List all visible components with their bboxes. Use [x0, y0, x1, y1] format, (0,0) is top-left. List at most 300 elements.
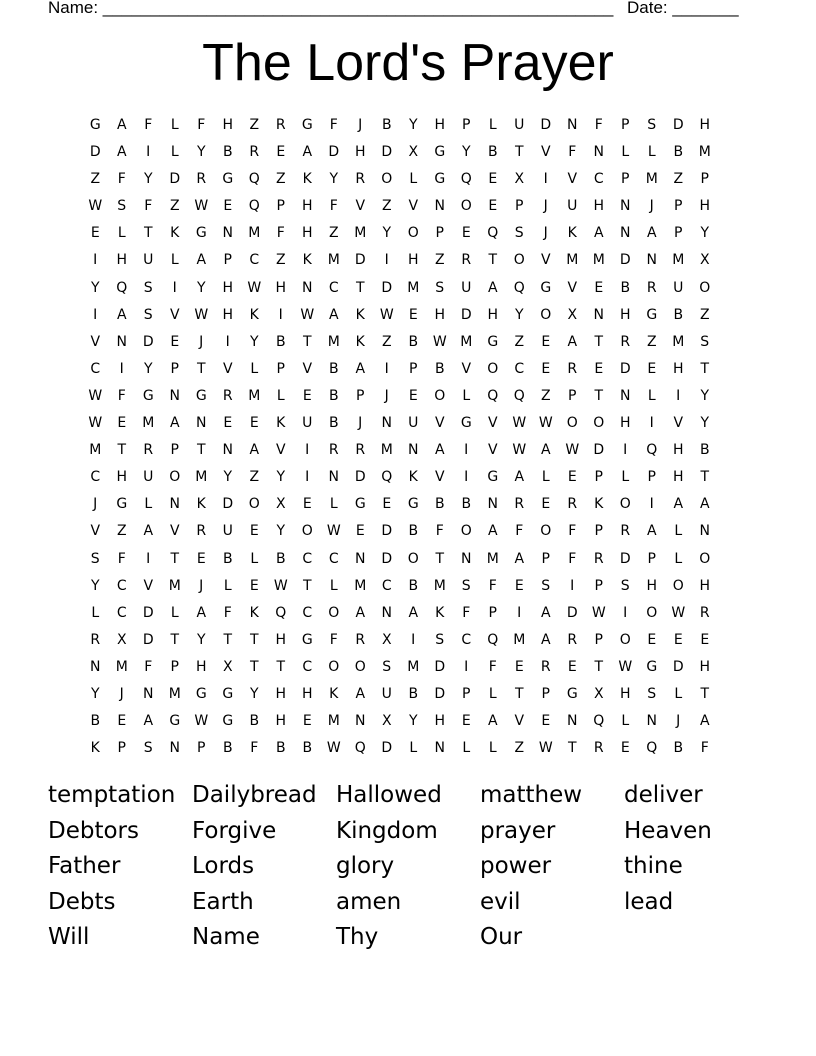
grid-letter: Y: [223, 469, 233, 486]
grid-letter: Q: [248, 198, 260, 215]
grid-letter: R: [620, 523, 631, 540]
grid-letter: A: [514, 550, 525, 567]
grid-letter: E: [302, 496, 312, 513]
grid-letter: I: [172, 279, 177, 296]
grid-letter: G: [301, 631, 313, 648]
grid-letter: V: [434, 415, 445, 432]
grid-letter: F: [488, 658, 497, 675]
grid-letter: E: [567, 658, 577, 675]
grid-letter: D: [381, 523, 393, 540]
grid-letter: F: [329, 117, 338, 133]
grid-letter: J: [93, 496, 98, 513]
grid-letter: T: [249, 631, 259, 648]
grid-letter: A: [328, 306, 339, 323]
grid-letter: E: [408, 387, 418, 404]
grid-letter: E: [594, 360, 604, 377]
grid-letter: K: [276, 415, 286, 432]
grid-letter: D: [89, 144, 101, 161]
grid-letter: P: [647, 550, 656, 567]
grid-letter: R: [646, 279, 657, 296]
grid-row: [82, 627, 718, 654]
grid-letter: G: [195, 387, 207, 404]
grid-letter: C: [328, 550, 339, 567]
grid-letter: H: [301, 198, 313, 215]
grid-letter: M: [486, 550, 499, 567]
grid-letter: W: [512, 415, 527, 432]
grid-letter: M: [168, 577, 181, 594]
grid-letter: Z: [249, 117, 260, 133]
grid-letter: U: [461, 279, 472, 296]
grid-letter: H: [407, 252, 419, 269]
grid-row: [82, 600, 718, 627]
grid-letter: K: [302, 252, 312, 269]
grid-letter: Y: [249, 685, 259, 702]
grid-letter: O: [169, 469, 181, 486]
grid-letter: J: [119, 685, 124, 702]
grid-letter: H: [275, 713, 287, 730]
grid-letter: J: [543, 198, 548, 215]
grid-letter: U: [222, 523, 233, 540]
grid-letter: M: [433, 577, 446, 594]
grid-letter: N: [434, 198, 445, 215]
grid-letter: Y: [276, 523, 286, 540]
word-list-item: glory: [336, 853, 395, 880]
grid-letter: A: [646, 523, 657, 540]
grid-letter: A: [699, 496, 710, 513]
grid-letter: F: [488, 577, 497, 594]
grid-letter: M: [672, 252, 685, 269]
grid-letter: W: [194, 198, 209, 215]
grid-letter: N: [381, 415, 392, 432]
grid-letter: Q: [248, 171, 260, 188]
grid-letter: A: [540, 442, 551, 459]
grid-letter: L: [488, 685, 497, 702]
grid-letter: M: [380, 442, 393, 459]
grid-letter: T: [700, 685, 710, 702]
grid-letter: N: [143, 685, 154, 702]
grid-letter: Y: [408, 117, 418, 133]
grid-letter: O: [434, 387, 446, 404]
grid-letter: V: [567, 279, 578, 296]
grid-letter: W: [512, 442, 527, 459]
grid-letter: L: [462, 387, 471, 404]
word-list-item: matthew: [480, 782, 583, 808]
grid-letter: H: [301, 225, 313, 242]
grid-letter: T: [196, 442, 206, 459]
grid-row: [82, 491, 718, 518]
grid-letter: I: [570, 577, 575, 594]
grid-letter: V: [434, 469, 445, 486]
grid-letter: T: [170, 631, 180, 648]
grid-letter: Z: [514, 333, 525, 350]
grid-letter: R: [196, 171, 207, 188]
grid-letter: E: [567, 469, 577, 486]
word-list-item: Earth: [192, 888, 254, 915]
grid-letter: N: [169, 740, 180, 757]
grid-letter: S: [514, 225, 524, 242]
grid-letter: J: [384, 387, 389, 404]
grid-letter: F: [329, 198, 338, 215]
grid-letter: I: [676, 387, 681, 404]
grid-letter: R: [567, 360, 578, 377]
grid-letter: C: [90, 360, 101, 377]
grid-letter: O: [593, 415, 605, 432]
grid-letter: B: [249, 713, 260, 730]
grid-letter: Q: [487, 631, 499, 648]
grid-letter: N: [222, 225, 233, 242]
grid-letter: F: [117, 387, 126, 404]
grid-letter: Y: [196, 144, 206, 161]
grid-letter: W: [326, 740, 341, 757]
grid-letter: I: [305, 469, 310, 486]
grid-letter: E: [461, 225, 471, 242]
grid-letter: S: [435, 631, 445, 648]
grid-letter: R: [567, 496, 578, 513]
grid-letter: C: [302, 604, 313, 621]
grid-letter: P: [170, 360, 179, 377]
grid-letter: Q: [487, 225, 499, 242]
grid-letter: M: [248, 387, 261, 404]
grid-letter: R: [699, 604, 710, 621]
grid-letter: I: [623, 442, 628, 459]
grid-letter: R: [355, 442, 366, 459]
grid-letter: M: [672, 333, 685, 350]
grid-letter: G: [142, 387, 154, 404]
grid-letter: W: [565, 442, 580, 459]
grid-letter: S: [700, 333, 710, 350]
grid-letter: D: [672, 658, 684, 675]
grid-letter: W: [273, 577, 288, 594]
grid-letter: S: [382, 658, 392, 675]
grid-letter: R: [196, 523, 207, 540]
grid-letter: S: [143, 279, 153, 296]
grid-letter: D: [672, 117, 684, 133]
grid-letter: X: [222, 658, 233, 675]
grid-letter: X: [593, 685, 604, 702]
grid-letter: X: [381, 631, 392, 648]
grid-letter: X: [567, 306, 578, 323]
grid-letter: H: [301, 685, 313, 702]
grid-letter: N: [487, 496, 498, 513]
grid-letter: L: [144, 496, 153, 513]
grid-letter: K: [355, 306, 365, 323]
grid-letter: T: [143, 225, 153, 242]
grid-letter: K: [594, 496, 604, 513]
word-list-item: Our: [480, 924, 523, 951]
grid-letter: R: [328, 442, 339, 459]
grid-letter: P: [409, 360, 418, 377]
grid-row: [82, 112, 718, 139]
grid-letter: O: [354, 658, 366, 675]
grid-letter: M: [513, 631, 526, 648]
grid-letter: B: [275, 740, 286, 757]
grid-row: [82, 681, 718, 708]
grid-letter: V: [143, 577, 154, 594]
word-list-item: thine: [624, 853, 683, 880]
grid-letter: A: [593, 225, 604, 242]
grid-letter: G: [487, 469, 499, 486]
grid-letter: Y: [408, 713, 418, 730]
grid-letter: I: [623, 604, 628, 621]
grid-letter: Z: [90, 171, 101, 188]
grid-letter: H: [699, 577, 711, 594]
grid-letter: T: [249, 658, 259, 675]
grid-letter: Z: [275, 171, 286, 188]
grid-letter: M: [142, 415, 155, 432]
grid-letter: Z: [646, 333, 657, 350]
grid-letter: B: [381, 117, 392, 133]
grid-letter: T: [514, 685, 524, 702]
grid-letter: O: [407, 550, 419, 567]
grid-letter: T: [700, 360, 710, 377]
grid-letter: X: [514, 171, 525, 188]
grid-letter: B: [461, 496, 472, 513]
grid-letter: T: [355, 279, 365, 296]
grid-letter: E: [647, 360, 657, 377]
grid-letter: X: [116, 631, 127, 648]
grid-letter: U: [143, 252, 154, 269]
grid-letter: B: [673, 144, 684, 161]
grid-letter: B: [222, 740, 233, 757]
grid-letter: N: [434, 740, 445, 757]
grid-letter: Z: [328, 225, 339, 242]
grid-letter: E: [488, 198, 498, 215]
grid-letter: Q: [460, 171, 472, 188]
grid-letter: T: [223, 631, 233, 648]
grid-row: [82, 735, 718, 762]
grid-letter: E: [673, 631, 683, 648]
grid-letter: B: [673, 306, 684, 323]
grid-letter: I: [384, 360, 389, 377]
grid-letter: A: [143, 523, 154, 540]
grid-letter: L: [621, 469, 630, 486]
grid-letter: P: [700, 171, 709, 188]
grid-letter: D: [142, 604, 154, 621]
grid-letter: B: [408, 577, 419, 594]
grid-letter: R: [275, 117, 286, 133]
grid-letter: F: [435, 523, 444, 540]
grid-letter: P: [462, 685, 471, 702]
grid-letter: F: [462, 604, 471, 621]
grid-letter: D: [354, 252, 366, 269]
grid-row: [82, 356, 718, 383]
grid-letter: M: [89, 442, 102, 459]
grid-letter: H: [434, 117, 446, 133]
grid-letter: H: [434, 713, 446, 730]
grid-letter: F: [568, 550, 577, 567]
grid-letter: A: [143, 713, 154, 730]
grid-letter: N: [646, 713, 657, 730]
grid-letter: Y: [329, 171, 339, 188]
grid-letter: A: [673, 496, 684, 513]
word-list-item: Hallowed: [336, 782, 442, 808]
grid-letter: M: [566, 252, 579, 269]
grid-letter: E: [541, 333, 551, 350]
grid-letter: C: [116, 604, 127, 621]
grid-letter: V: [408, 198, 419, 215]
grid-letter: H: [699, 658, 711, 675]
grid-letter: Y: [700, 387, 710, 404]
grid-letter: E: [541, 713, 551, 730]
grid-letter: E: [408, 306, 418, 323]
grid-letter: H: [222, 117, 234, 133]
grid-letter: E: [249, 415, 259, 432]
grid-row: [82, 275, 718, 302]
grid-letter: C: [381, 577, 392, 594]
grid-row: [82, 383, 718, 410]
grid-letter: L: [329, 577, 338, 594]
grid-letter: N: [567, 713, 578, 730]
grid-letter: Z: [673, 171, 684, 188]
grid-letter: D: [566, 604, 578, 621]
grid-letter: Z: [540, 387, 551, 404]
grid-letter: H: [672, 360, 684, 377]
word-list-item: lead: [624, 888, 674, 915]
grid-row: [82, 166, 718, 193]
grid-letter: P: [621, 117, 630, 133]
grid-letter: L: [170, 604, 179, 621]
word-list-item: Dailybread: [192, 782, 317, 808]
grid-letter: D: [142, 631, 154, 648]
grid-letter: W: [538, 415, 553, 432]
grid-letter: V: [540, 144, 551, 161]
grid-letter: E: [117, 415, 127, 432]
grid-letter: H: [275, 279, 287, 296]
grid-letter: S: [541, 577, 551, 594]
grid-row: [82, 220, 718, 247]
grid-letter: Y: [143, 171, 153, 188]
grid-letter: K: [170, 225, 180, 242]
grid-letter: F: [144, 658, 153, 675]
grid-letter: P: [117, 740, 126, 757]
grid-letter: V: [487, 415, 498, 432]
page-title: The Lord's Prayer: [202, 34, 614, 92]
grid-letter: C: [461, 631, 472, 648]
grid-letter: N: [381, 604, 392, 621]
grid-letter: P: [541, 685, 550, 702]
grid-letter: U: [143, 469, 154, 486]
grid-letter: M: [645, 171, 658, 188]
grid-letter: K: [90, 740, 100, 757]
grid-letter: Q: [646, 442, 658, 459]
grid-letter: Z: [249, 469, 260, 486]
grid-letter: C: [302, 658, 313, 675]
grid-letter: H: [195, 658, 207, 675]
grid-letter: I: [93, 306, 98, 323]
grid-letter: V: [169, 523, 180, 540]
grid-letter: A: [646, 225, 657, 242]
grid-letter: Q: [593, 713, 605, 730]
grid-letter: N: [646, 252, 657, 269]
grid-letter: S: [90, 550, 100, 567]
grid-letter: Q: [381, 469, 393, 486]
grid-letter: H: [116, 252, 128, 269]
grid-letter: E: [514, 577, 524, 594]
grid-letter: O: [460, 198, 472, 215]
grid-letter: O: [301, 523, 313, 540]
grid-letter: M: [327, 713, 340, 730]
grid-letter: H: [593, 198, 605, 215]
grid-letter: Z: [275, 252, 286, 269]
grid-letter: R: [540, 658, 551, 675]
grid-letter: C: [328, 279, 339, 296]
grid-letter: Q: [513, 387, 525, 404]
grid-letter: K: [249, 306, 259, 323]
grid-letter: O: [381, 171, 393, 188]
word-list-item: Forgive: [192, 817, 277, 844]
grid-letter: B: [434, 496, 445, 513]
grid-letter: O: [248, 496, 260, 513]
grid-letter: I: [278, 306, 283, 323]
grid-letter: E: [594, 279, 604, 296]
grid-letter: Y: [700, 415, 710, 432]
grid-letter: F: [250, 740, 259, 757]
grid-letter: H: [275, 685, 287, 702]
grid-letter: E: [90, 225, 100, 242]
grid-letter: H: [116, 469, 128, 486]
grid-letter: R: [593, 740, 604, 757]
grid-letter: H: [275, 631, 287, 648]
grid-letter: N: [355, 550, 366, 567]
grid-letter: F: [117, 550, 126, 567]
grid-letter: A: [487, 279, 498, 296]
grid-letter: P: [276, 360, 285, 377]
grid-letter: Q: [275, 604, 287, 621]
grid-letter: O: [407, 225, 419, 242]
grid-letter: A: [196, 252, 207, 269]
grid-letter: A: [169, 415, 180, 432]
grid-letter: T: [276, 658, 286, 675]
grid-letter: F: [144, 198, 153, 215]
grid-letter: F: [144, 117, 153, 133]
grid-letter: E: [488, 171, 498, 188]
grid-letter: B: [699, 442, 710, 459]
grid-letter: Y: [461, 144, 471, 161]
grid-letter: R: [143, 442, 154, 459]
grid-letter: Y: [143, 360, 153, 377]
grid-letter: V: [567, 171, 578, 188]
grid-letter: V: [673, 415, 684, 432]
grid-letter: Z: [434, 252, 445, 269]
grid-row: [82, 247, 718, 274]
grid-letter: D: [593, 442, 605, 459]
grid-letter: P: [541, 550, 550, 567]
grid-letter: H: [434, 306, 446, 323]
grid-letter: J: [199, 577, 204, 594]
grid-letter: S: [143, 740, 153, 757]
grid-letter: H: [699, 198, 711, 215]
grid-letter: K: [302, 171, 312, 188]
grid-letter: W: [591, 604, 606, 621]
grid-letter: P: [170, 658, 179, 675]
grid-letter: N: [355, 713, 366, 730]
grid-letter: P: [594, 523, 603, 540]
grid-row: [82, 193, 718, 220]
grid-letter: A: [408, 604, 419, 621]
grid-row: [82, 573, 718, 600]
word-search-grid: [82, 112, 718, 762]
grid-letter: O: [328, 658, 340, 675]
grid-letter: X: [408, 144, 419, 161]
grid-letter: M: [592, 252, 605, 269]
grid-letter: A: [434, 442, 445, 459]
grid-letter: A: [699, 713, 710, 730]
grid-letter: I: [119, 360, 124, 377]
grid-letter: B: [328, 387, 339, 404]
grid-letter: N: [302, 279, 313, 296]
grid-letter: R: [567, 631, 578, 648]
grid-letter: M: [460, 333, 473, 350]
